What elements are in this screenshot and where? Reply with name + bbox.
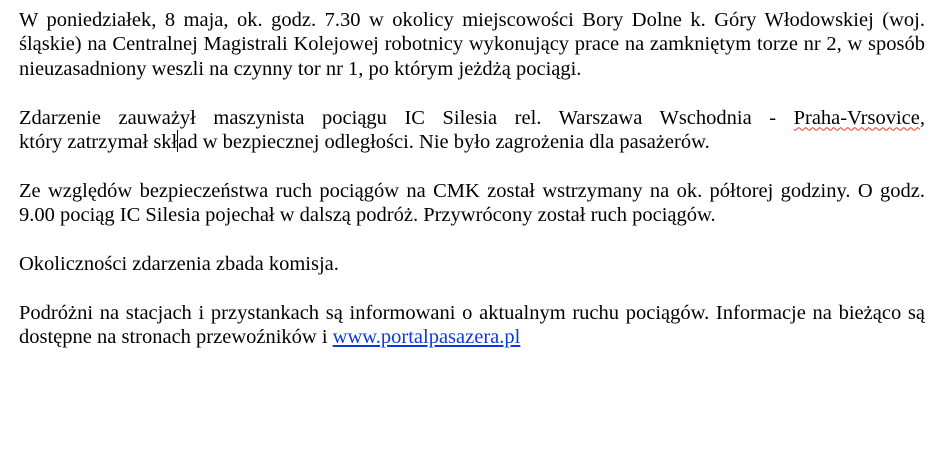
portal-pasazera-link[interactable]: www.portalpasazera.pl — [332, 326, 521, 349]
spellcheck-flagged-word[interactable]: Praha-Vrsovice — [793, 106, 920, 129]
paragraph-passenger-info — [19, 301, 925, 350]
paragraph-driver-line-1 — [19, 106, 925, 130]
passenger-info-text: Podróżni na stacjach i przystankach są informowani o aktualnym ruchu pociągów. Informacje na bieżąco są dostępne na stronach przewoźników i — [19, 301, 925, 349]
driver-text-before-caret: który zatrzymał skł — [19, 131, 178, 154]
driver-text-after-caret: ad w bezpiecznej odległości. Nie było zagrożenia dla pasażerów. — [178, 131, 710, 154]
driver-text-start: Zdarzenie zauważył maszynista pociągu IC Silesia rel. Warszawa Wschodnia - — [19, 106, 794, 129]
document-body[interactable] — [19, 8, 925, 374]
paragraph-driver-line-2 — [19, 130, 925, 154]
paragraph-commission: Okoliczności zdarzenia zbada komisja. — [19, 253, 339, 276]
paragraph-incident: W poniedziałek, 8 maja, ok. godz. 7.30 w okolicy miejscowości Bory Dolne k. Góry Włodowskiej (woj. śląskie) na Centralnej Magistrali Kolejowej robotnicy wykonujący prace na zamkniętym torze nr 2, w sposób nieuzasadniony weszli na czynny tor nr 1, po którym jeżdżą pociągi. — [19, 9, 925, 80]
driver-text-comma: , — [919, 106, 925, 129]
paragraph-traffic-halt: Ze względów bezpieczeństwa ruch pociągów na CMK został wstrzymany na ok. półtorej godziny. O godz. 9.00 pociąg IC Silesia pojechał w dalszą podróż. Przywrócony został ruch pociągów. — [19, 179, 925, 227]
paragraph-driver — [19, 106, 925, 155]
